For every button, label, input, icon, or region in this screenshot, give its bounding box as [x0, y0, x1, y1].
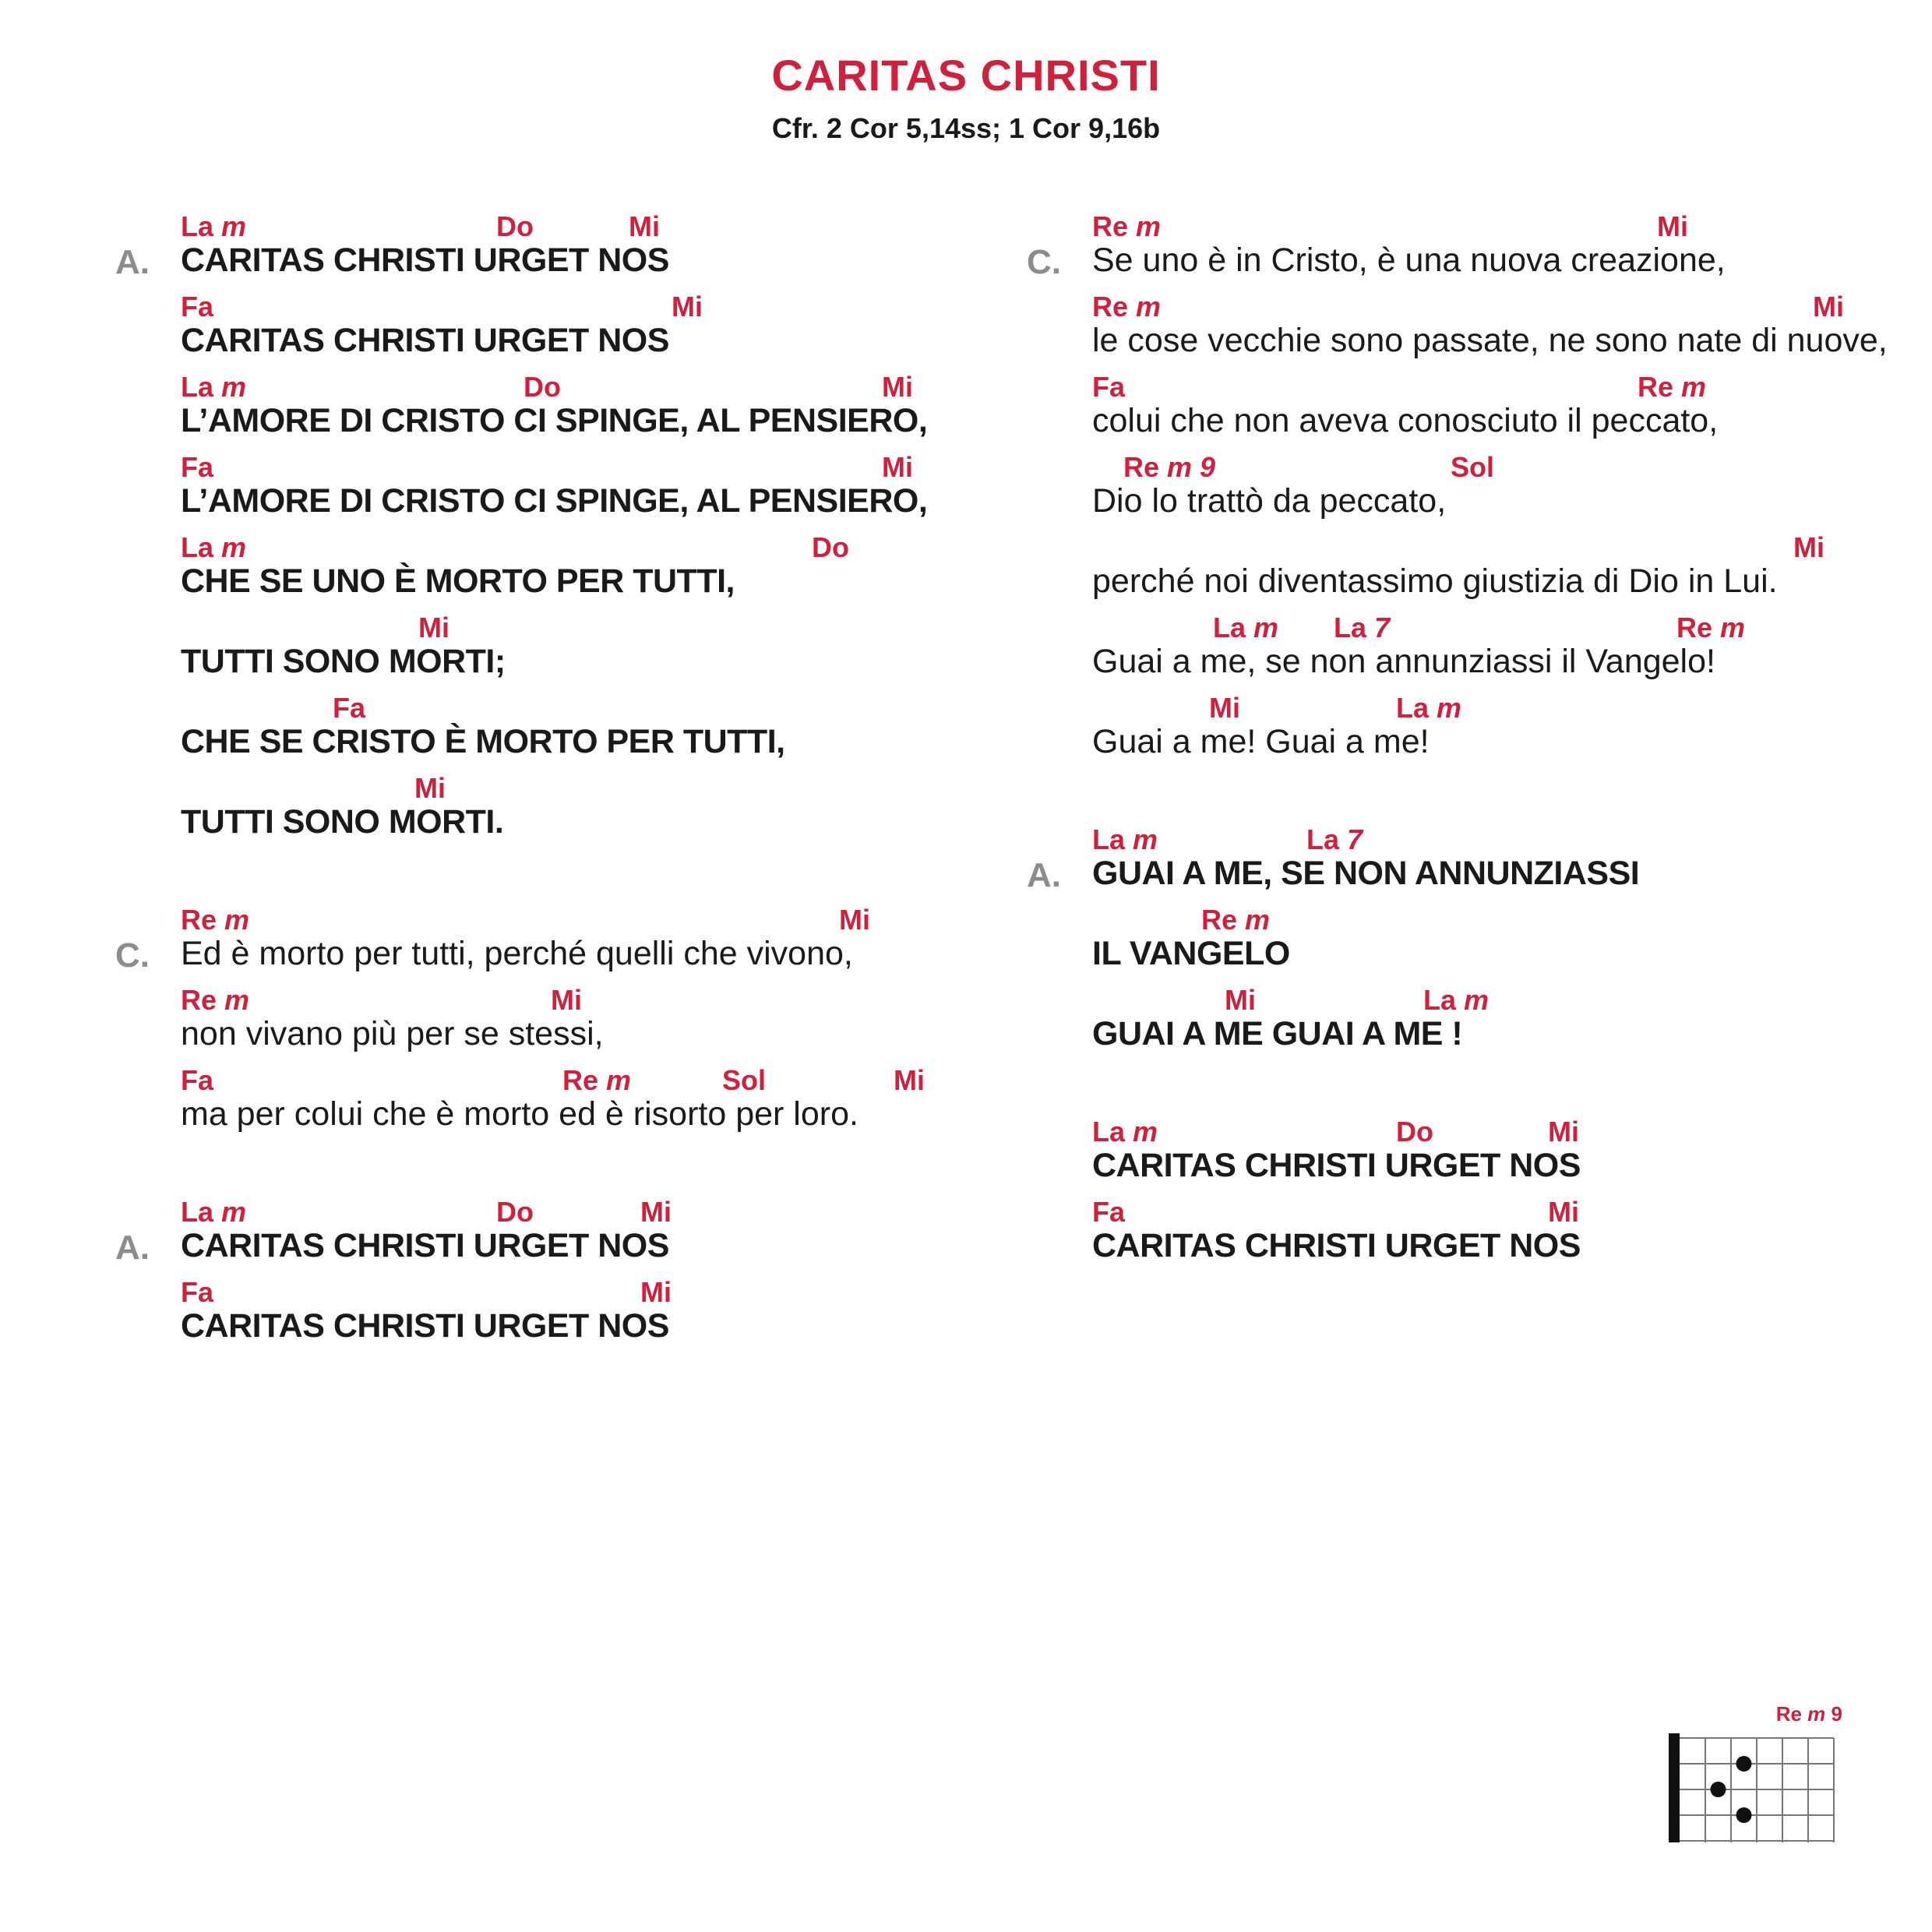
chord-label: Re m [562, 1064, 632, 1096]
chord-label: Sol [722, 1064, 767, 1096]
verse-line [1092, 451, 1923, 531]
chord-diagram-rem9 [1667, 1702, 1842, 1842]
chord-label: Re m [1201, 904, 1271, 936]
verse-line [1092, 1196, 1923, 1276]
chord-label: Mi [414, 772, 446, 804]
verse-line [181, 612, 1003, 692]
stanza [1027, 1116, 1923, 1276]
song-title: CARITAS CHRISTI [771, 51, 1161, 100]
chord-label: Re m [181, 984, 250, 1016]
verse-line [181, 772, 1003, 852]
chord-label: La m [1213, 612, 1279, 643]
lyric-text: CARITAS CHRISTI URGET NOS [1092, 1147, 1581, 1184]
lyric-text: CHE SE UNO È MORTO PER TUTTI, [181, 562, 735, 600]
lyric-text: ma per colui che è morto ed è risorto per loro. [181, 1095, 858, 1133]
stanza [1027, 823, 1923, 1064]
chord-label: Mi [882, 451, 913, 483]
lyric-text: CARITAS CHRISTI URGET NOS [181, 1307, 669, 1345]
chord-label: Mi [672, 291, 703, 323]
stanza [115, 904, 1003, 1144]
chord-label: Fa [181, 451, 214, 483]
lyric-text: Se uno è in Cristo, è una nuova creazione, [1092, 242, 1726, 279]
lyric-text: Guai a me! Guai a me! [1092, 723, 1430, 760]
chord-label: La 7 [1334, 612, 1391, 643]
lyric-text: Dio lo trattò da peccato, [1092, 482, 1447, 520]
chord-label: Fa [181, 291, 214, 323]
verse-line [181, 1064, 1003, 1144]
lyric-text: TUTTI SONO MORTI. [181, 803, 504, 841]
chord-label: Re m 9 [1123, 451, 1216, 483]
stanza-marker: C. [115, 936, 150, 975]
chord-label: Mi [882, 371, 913, 403]
lyric-text: colui che non aveva conosciuto il peccato, [1092, 402, 1719, 439]
chord-label: Mi [894, 1064, 925, 1096]
finger-dot [1736, 1756, 1752, 1772]
verse-line [181, 451, 1003, 531]
verse-line [1092, 291, 1923, 371]
verse-line [181, 1276, 1003, 1356]
lyric-text: CARITAS CHRISTI URGET NOS [181, 322, 669, 359]
chord-label: La m [1092, 823, 1158, 855]
lyric-text: L’AMORE DI CRISTO CI SPINGE, AL PENSIERO, [181, 402, 928, 439]
verse-line [1092, 531, 1923, 612]
lyric-text: IL VANGELO [1092, 935, 1290, 972]
chord-label: Do [812, 531, 849, 563]
chord-label: Mi [629, 210, 660, 242]
stanza [115, 210, 1003, 852]
chord-label: Fa [181, 1276, 214, 1308]
chord-label: Mi [1548, 1196, 1579, 1228]
chord-label: Mi [839, 904, 870, 936]
chord-label: La m [181, 371, 247, 403]
stanza-marker: A. [1027, 856, 1061, 894]
chord-label: Re m [1676, 612, 1746, 643]
chord-label: Mi [1548, 1116, 1579, 1148]
chord-label: Do [1396, 1116, 1433, 1148]
verse-line [1092, 984, 1923, 1064]
verse-line [1092, 904, 1923, 984]
lyric-text: CARITAS CHRISTI URGET NOS [1092, 1227, 1581, 1264]
lyric-text: Guai a me, se non annunziassi il Vangelo! [1092, 643, 1715, 680]
lyric-text: CARITAS CHRISTI URGET NOS [181, 242, 669, 279]
chord-label: Fa [1092, 1196, 1126, 1228]
chord-label: Fa [333, 692, 366, 724]
finger-dot [1711, 1782, 1726, 1797]
verse-line [1092, 692, 1923, 772]
verse-line [181, 531, 1003, 612]
chord-label: Re m [1092, 291, 1162, 323]
chord-label: La m [181, 1196, 247, 1228]
chord-diagram-label: Re m 9 [1775, 1702, 1842, 1726]
chord-label: Mi [1657, 210, 1688, 242]
verse-line [181, 1196, 1003, 1276]
fretboard-grid [1667, 1732, 1842, 1842]
lyric-text: L’AMORE DI CRISTO CI SPINGE, AL PENSIERO, [181, 482, 928, 520]
lyric-text: le cose vecchie sono passate, ne sono nate di nuove, [1092, 322, 1888, 359]
chord-label: Mi [640, 1196, 672, 1228]
stanza [115, 1196, 1003, 1356]
chord-label: Mi [551, 984, 582, 1016]
chord-label: Mi [1793, 531, 1824, 563]
verse-line [181, 371, 1003, 451]
chord-label: Fa [1092, 371, 1126, 403]
stanza-marker: A. [115, 1229, 150, 1267]
stanza-marker: A. [115, 243, 150, 281]
chord-label: Fa [181, 1064, 214, 1096]
chord-label: Re m [1638, 371, 1707, 403]
verse-line [181, 692, 1003, 772]
verse-line [1092, 823, 1923, 904]
chord-label: Re m [181, 904, 250, 936]
chord-label: La 7 [1306, 823, 1363, 855]
verse-line [1092, 210, 1923, 291]
chord-label: Do [496, 210, 534, 242]
chord-label: La m [181, 531, 247, 563]
verse-line [181, 904, 1003, 984]
verse-line [1092, 612, 1923, 692]
chord-label: Mi [640, 1276, 672, 1308]
chord-label: La m [1092, 1116, 1158, 1148]
chord-label: Do [524, 371, 561, 403]
left-column [115, 210, 1003, 1408]
stanza [1027, 210, 1923, 772]
lyric-text: non vivano più per se stessi, [181, 1015, 604, 1052]
stanza-marker: C. [1027, 243, 1061, 281]
lyric-text: GUAI A ME GUAI A ME ! [1092, 1015, 1463, 1052]
lyric-text: perché noi diventassimo giustizia di Dio in Lui. [1092, 562, 1778, 600]
lyric-text: GUAI A ME, SE NON ANNUNZIASSI [1092, 855, 1640, 892]
chord-label: La m [181, 210, 247, 242]
verse-line [1092, 371, 1923, 451]
lyric-text: Ed è morto per tutti, perché quelli che vivono, [181, 935, 853, 972]
chord-label: Mi [418, 612, 450, 643]
chord-label: Mi [1813, 291, 1844, 323]
chord-label: Sol [1451, 451, 1495, 483]
right-column [1027, 210, 1923, 1327]
verse-line [1092, 1116, 1923, 1196]
verse-line [181, 984, 1003, 1064]
scripture-reference: Cfr. 2 Cor 5,14ss; 1 Cor 9,16b [771, 112, 1161, 144]
chord-label: La m [1396, 692, 1462, 724]
chord-label: Re m [1092, 210, 1162, 242]
finger-dot [1736, 1807, 1752, 1823]
lyric-text: CARITAS CHRISTI URGET NOS [181, 1227, 669, 1264]
verse-line [181, 291, 1003, 371]
chord-label: La m [1423, 984, 1490, 1016]
chord-label: Mi [1209, 692, 1240, 724]
lyric-text: TUTTI SONO MORTI; [181, 643, 506, 680]
chord-label: Mi [1225, 984, 1256, 1016]
chord-label: Do [496, 1196, 534, 1228]
verse-line [181, 210, 1003, 291]
lyric-text: CHE SE CRISTO È MORTO PER TUTTI, [181, 723, 785, 760]
nut-bar [1669, 1733, 1680, 1842]
